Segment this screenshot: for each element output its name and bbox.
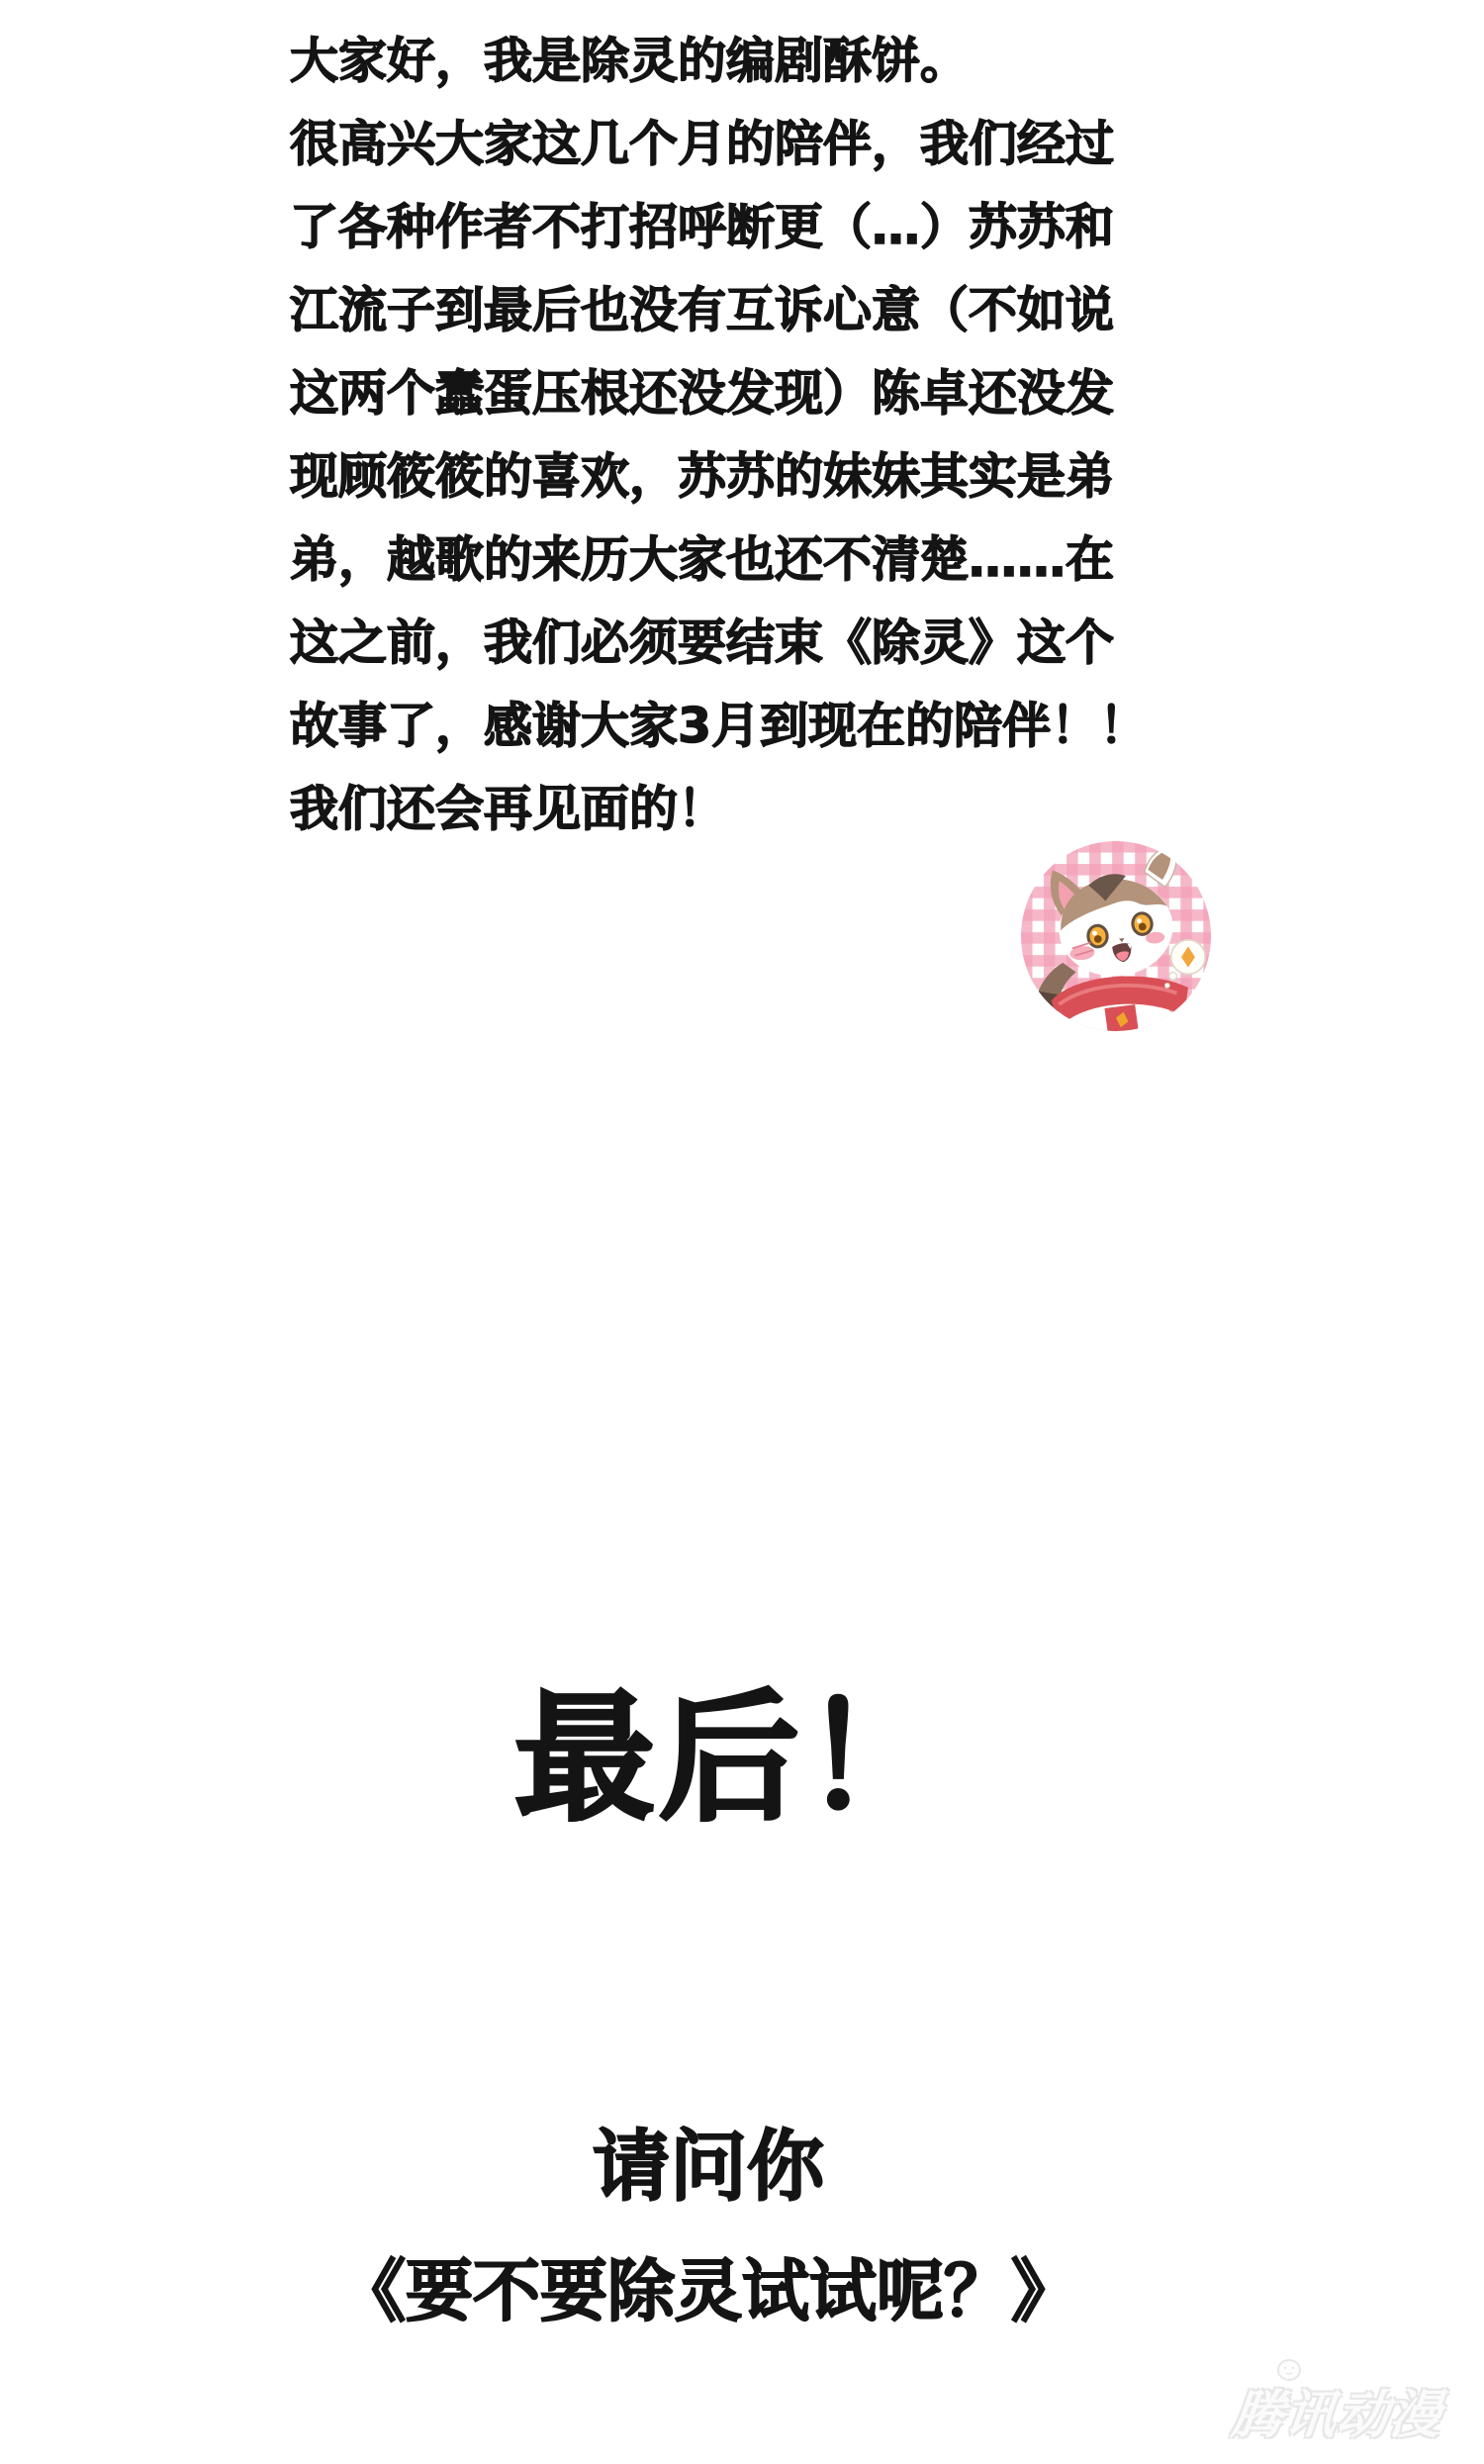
question-block [0, 2124, 1417, 2333]
afterword-line: 了各种作者不打招呼断更（…）苏苏和 [290, 199, 1115, 255]
afterword-line: 现顾筱筱的喜欢，苏苏的妹妹其实是弟 [290, 448, 1115, 505]
afterword-line: 江流子到最后也没有互诉心意（不如说 [290, 282, 1115, 338]
question-line-1: 请问你 [592, 2123, 824, 2212]
final-title: 最后！ [514, 1677, 948, 1841]
afterword-line: 很高兴大家这几个月的陪伴，我们经过 [290, 116, 1115, 172]
afterword-line: 这两个蠢蛋压根还没发现）陈卓还没发 [290, 365, 1115, 422]
afterword-paragraph [290, 20, 1180, 851]
question-line-2: 《要不要除灵试试呢？》 [337, 2253, 1078, 2331]
tencent-comics-watermark: 腾讯动漫 [1229, 2386, 1445, 2445]
afterword-line: 弟，越歌的来历大家也还不清楚……在 [290, 531, 1115, 588]
cat-mascot-avatar-icon [1021, 841, 1211, 1031]
afterword-line: 大家好，我是除灵的编剧酥饼。 [290, 33, 970, 89]
afterword-line: 我们还会再见面的！ [290, 781, 727, 837]
afterword-line: 故事了，感谢大家3月到现在的陪伴！！ [290, 698, 1149, 754]
afterword-line: 这之前，我们必须要结束《除灵》这个 [290, 615, 1115, 671]
